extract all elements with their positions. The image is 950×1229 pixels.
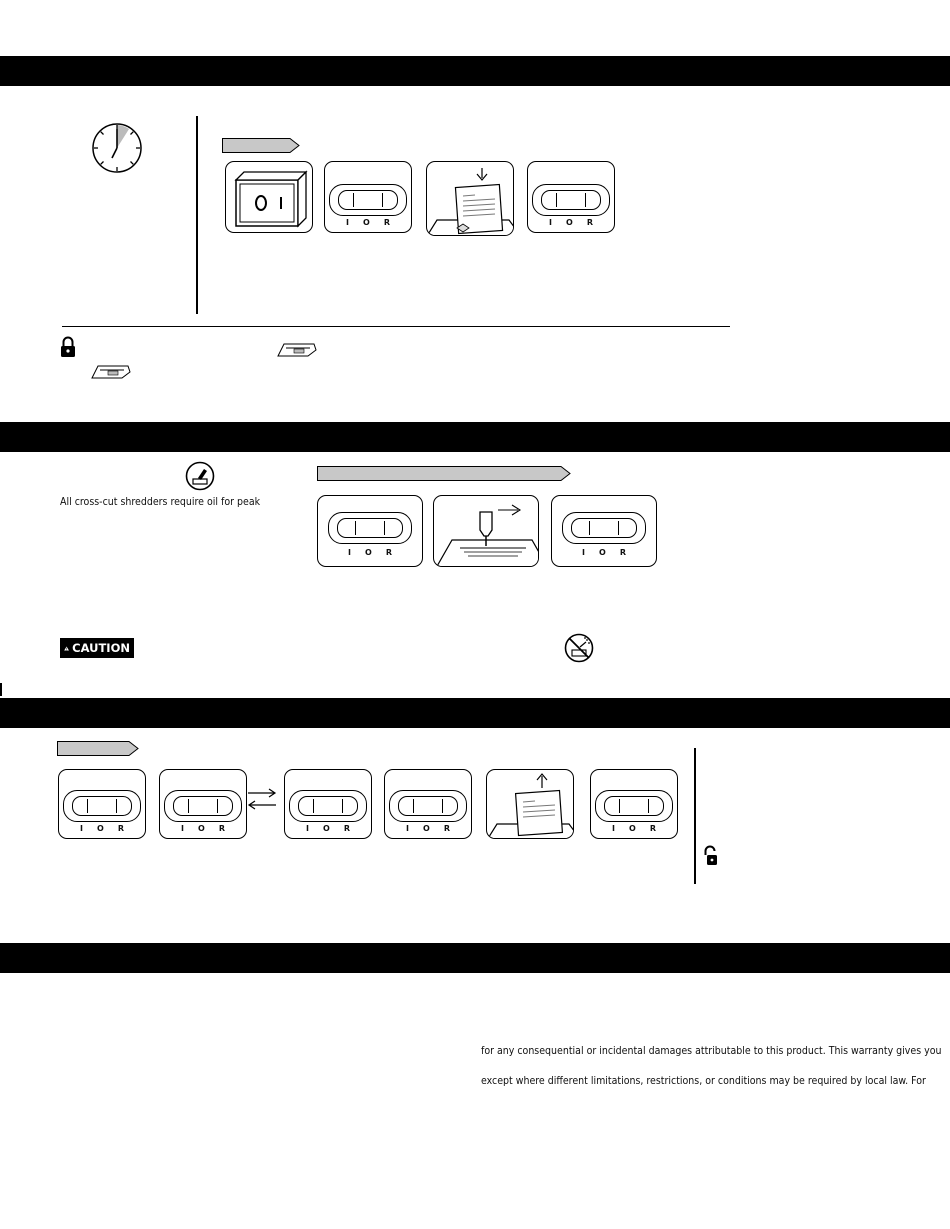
switch-label-i: I [348, 548, 351, 557]
switch-label-r: R [218, 824, 225, 833]
rocker-switch-icon [389, 790, 467, 822]
section-band-2 [0, 422, 950, 452]
switch-labels [325, 218, 411, 227]
switch-labels [59, 824, 145, 833]
switch-label-o: O [423, 824, 430, 833]
switch-label-o: O [629, 824, 636, 833]
rocker-switch-panel [590, 769, 678, 839]
switch-labels [160, 824, 246, 833]
switch-labels [591, 824, 677, 833]
switch-label-r: R [443, 824, 450, 833]
step-arrow [57, 741, 139, 756]
switch-label-i: I [549, 218, 552, 227]
paper-feed-icon [427, 162, 514, 236]
step-arrow [222, 138, 300, 153]
rocker-switch-icon [562, 512, 646, 544]
oil-application-icon [434, 496, 539, 567]
switch-label-i: I [582, 548, 585, 557]
warranty-text-line-1: for any consequential or incidental damages attributable to this product. This warranty gives you [481, 1045, 942, 1057]
paper-remove-icon [487, 770, 574, 839]
caution-label: CAUTION [72, 641, 130, 655]
back-and-forth-arrows-icon [246, 785, 278, 813]
switch-label-r: R [649, 824, 656, 833]
switch-label-o: O [599, 548, 606, 557]
switch-label-r: R [343, 824, 350, 833]
switch-label-i: I [346, 218, 349, 227]
switch-label-r: R [586, 218, 593, 227]
switch-label-o: O [365, 548, 372, 557]
rocker-switch-panel [317, 495, 423, 567]
rocker-switch-panel [159, 769, 247, 839]
shredder-mini-icon [276, 336, 318, 358]
oil-bottle-icon [185, 461, 215, 491]
section-band-4 [0, 943, 950, 973]
rocker-switch-icon [63, 790, 141, 822]
step-arrow [317, 466, 571, 481]
divider [196, 116, 198, 314]
feed-paper-panel [426, 161, 514, 236]
section-band-1 [0, 56, 950, 86]
switch-label-o: O [363, 218, 370, 227]
rocker-switch-icon [595, 790, 673, 822]
clock-icon [90, 121, 144, 175]
switch-label-r: R [117, 824, 124, 833]
switch-labels [552, 548, 656, 557]
switch-label-r: R [385, 548, 392, 557]
remove-paper-panel [486, 769, 574, 839]
rocker-switch-icon [532, 184, 610, 216]
switch-labels [285, 824, 371, 833]
rocker-switch-panel [284, 769, 372, 839]
rocker-switch-panel [384, 769, 472, 839]
switch-label-o: O [198, 824, 205, 833]
switch-label-i: I [306, 824, 309, 833]
switch-label-r: R [383, 218, 390, 227]
no-aerosol-icon [564, 633, 594, 663]
rocker-switch-panel [551, 495, 657, 567]
oil-application-panel [433, 495, 539, 567]
rocker-switch-icon [164, 790, 242, 822]
switch-label-o: O [566, 218, 573, 227]
rocker-switch-panel [527, 161, 615, 233]
rocker-switch-panel [324, 161, 412, 233]
switch-label-i: I [181, 824, 184, 833]
switch-label-o: O [97, 824, 104, 833]
switch-label-r: R [619, 548, 626, 557]
caution-badge [60, 638, 134, 658]
rocker-switch-icon [289, 790, 367, 822]
switch-labels [318, 548, 422, 557]
switch-labels [528, 218, 614, 227]
edge-mark [0, 683, 2, 696]
rocker-switch-icon [328, 512, 412, 544]
unlock-icon [702, 845, 718, 867]
switch-label-i: I [612, 824, 615, 833]
warranty-text-line-2: except where different limitations, restrictions, or conditions may be required by local law. For [481, 1075, 926, 1087]
oiling-intro-text: All cross-cut shredders require oil for peak [60, 496, 261, 508]
switch-label-o: O [323, 824, 330, 833]
rocker-switch-panel [58, 769, 146, 839]
power-switch-panel [225, 161, 313, 233]
warning-triangle-icon [64, 642, 69, 655]
section-rule [62, 326, 730, 327]
section-band-3 [0, 698, 950, 728]
switch-label-i: I [406, 824, 409, 833]
switch-label-i: I [80, 824, 83, 833]
power-switch-icon [226, 162, 313, 233]
divider [694, 748, 696, 884]
lock-icon [60, 336, 76, 358]
rocker-switch-icon [329, 184, 407, 216]
switch-labels [385, 824, 471, 833]
shredder-mini-icon [90, 358, 132, 380]
